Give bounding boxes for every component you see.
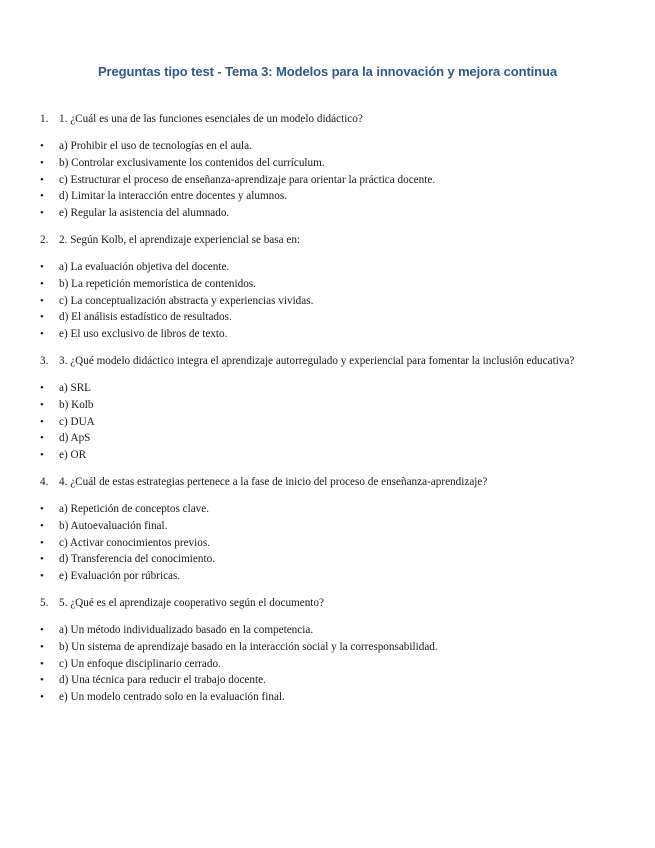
answer-option-text: b) La repetición memorística de contenidos. (59, 277, 256, 290)
answer-option-text: c) Un enfoque disciplinario cerrado. (59, 657, 221, 670)
bullet-icon: • (40, 277, 44, 290)
answer-option-text: e) Regular la asistencia del alumnado. (59, 207, 230, 220)
answer-options (0, 501, 655, 585)
question-text: 4. ¿Cuál de estas estrategias pertenece a la fase de inicio del proceso de enseñanza-aprendizaje? (59, 475, 488, 488)
answer-option-text: e) El uso exclusivo de libros de texto. (59, 328, 228, 341)
answer-option (40, 138, 604, 155)
answer-option-text: c) Estructurar el proceso de enseñanza-aprendizaje para orientar la práctica docente. (59, 173, 436, 186)
bullet-icon: • (40, 294, 44, 307)
page-title: Preguntas tipo test - Tema 3: Modelos para la innovación y mejora continua (97, 64, 557, 79)
bullet-icon: • (40, 657, 44, 670)
answer-option (40, 535, 604, 552)
bullet-icon: • (40, 674, 44, 687)
question-text: 1. ¿Cuál es una de las funciones esenciales de un modelo didáctico? (59, 113, 363, 125)
answer-option (40, 397, 604, 414)
answer-option-text: c) DUA (59, 415, 95, 428)
answer-options (0, 259, 655, 343)
bullet-icon: • (40, 398, 44, 411)
question-number: 1. (40, 113, 49, 125)
answer-option-text: d) ApS (59, 432, 91, 445)
answer-option (40, 155, 604, 172)
answer-option (40, 205, 604, 222)
answer-option (40, 656, 604, 673)
answer-option (40, 622, 604, 639)
answer-option-text: b) Controlar exclusivamente los contenidos del currículum. (59, 156, 325, 169)
bullet-icon: • (40, 415, 44, 428)
answer-option-text: a) Un método individualizado basado en la competencia. (59, 623, 314, 636)
answer-option-text: c) Activar conocimientos previos. (59, 536, 210, 549)
question-1 (40, 111, 585, 127)
answer-option (40, 672, 604, 689)
answer-option-text: e) Un modelo centrado solo en la evaluación final. (59, 691, 285, 704)
answer-option (40, 259, 604, 276)
bullet-icon: • (40, 623, 44, 636)
answer-option (40, 639, 604, 656)
answer-options (0, 138, 655, 222)
answer-option (40, 518, 604, 535)
answer-option-text: a) Repetición de conceptos clave. (59, 502, 210, 515)
question-text: 5. ¿Qué es el aprendizaje cooperativo según el documento? (59, 596, 324, 609)
answer-option (40, 293, 604, 310)
bullet-icon: • (40, 432, 44, 445)
question-text: 3. ¿Qué modelo didáctico integra el aprendizaje autorregulado y experiencial para fomentar la inclusión educativa? (59, 354, 575, 367)
answer-option (40, 380, 604, 397)
bullet-icon: • (40, 328, 44, 341)
question-2 (40, 232, 585, 248)
answer-options (0, 380, 655, 464)
answer-option-text: a) SRL (59, 381, 92, 394)
answer-option-text: a) Prohibir el uso de tecnologías en el aula. (59, 140, 252, 152)
question-5 (40, 595, 585, 611)
answer-option-text: e) OR (59, 449, 87, 462)
question-number: 3. (40, 354, 49, 367)
answer-option (40, 309, 604, 326)
answer-options (0, 622, 655, 706)
answer-option-text: b) Autoevaluación final. (59, 519, 168, 532)
bullet-icon: • (40, 190, 44, 203)
bullet-icon: • (40, 502, 44, 515)
answer-option-text: d) Transferencia del conocimiento. (59, 553, 215, 566)
bullet-icon: • (40, 156, 44, 169)
bullet-icon: • (40, 173, 44, 186)
answer-option (40, 414, 604, 431)
bullet-icon: • (40, 570, 44, 583)
answer-option-text: b) Kolb (59, 398, 94, 411)
bullet-icon: • (40, 536, 44, 549)
answer-option (40, 430, 604, 447)
answer-option (40, 276, 604, 293)
question-number: 5. (40, 596, 49, 609)
question-text: 2. Según Kolb, el aprendizaje experiencial se basa en: (59, 233, 301, 246)
answer-option (40, 568, 604, 585)
question-list (0, 111, 655, 716)
bullet-icon: • (40, 553, 44, 566)
answer-option (40, 551, 604, 568)
question-4 (40, 474, 585, 490)
bullet-icon: • (40, 640, 44, 653)
bullet-icon: • (40, 311, 44, 324)
answer-option (40, 447, 604, 464)
bullet-icon: • (40, 381, 44, 394)
question-number: 2. (40, 233, 49, 246)
question-number: 4. (40, 475, 49, 488)
answer-option-text: a) La evaluación objetiva del docente. (59, 260, 230, 273)
answer-option (40, 188, 604, 205)
answer-option (40, 501, 604, 518)
answer-option (40, 172, 604, 189)
bullet-icon: • (40, 260, 44, 273)
answer-option (40, 689, 604, 706)
answer-option-text: d) Limitar la interacción entre docentes y alumnos. (59, 190, 288, 203)
bullet-icon: • (40, 691, 44, 704)
answer-option-text: b) Un sistema de aprendizaje basado en la interacción social y la corresponsabilidad. (59, 640, 438, 653)
answer-option-text: d) Una técnica para reducir el trabajo docente. (59, 674, 266, 687)
bullet-icon: • (40, 449, 44, 462)
answer-option-text: d) El análisis estadístico de resultados. (59, 311, 232, 324)
question-3 (40, 353, 585, 369)
bullet-icon: • (40, 207, 44, 220)
answer-option-text: e) Evaluación por rúbricas. (59, 570, 181, 583)
answer-option-text: c) La conceptualización abstracta y experiencias vividas. (59, 294, 314, 307)
answer-option (40, 326, 604, 343)
bullet-icon: • (40, 519, 44, 532)
bullet-icon: • (40, 140, 44, 152)
